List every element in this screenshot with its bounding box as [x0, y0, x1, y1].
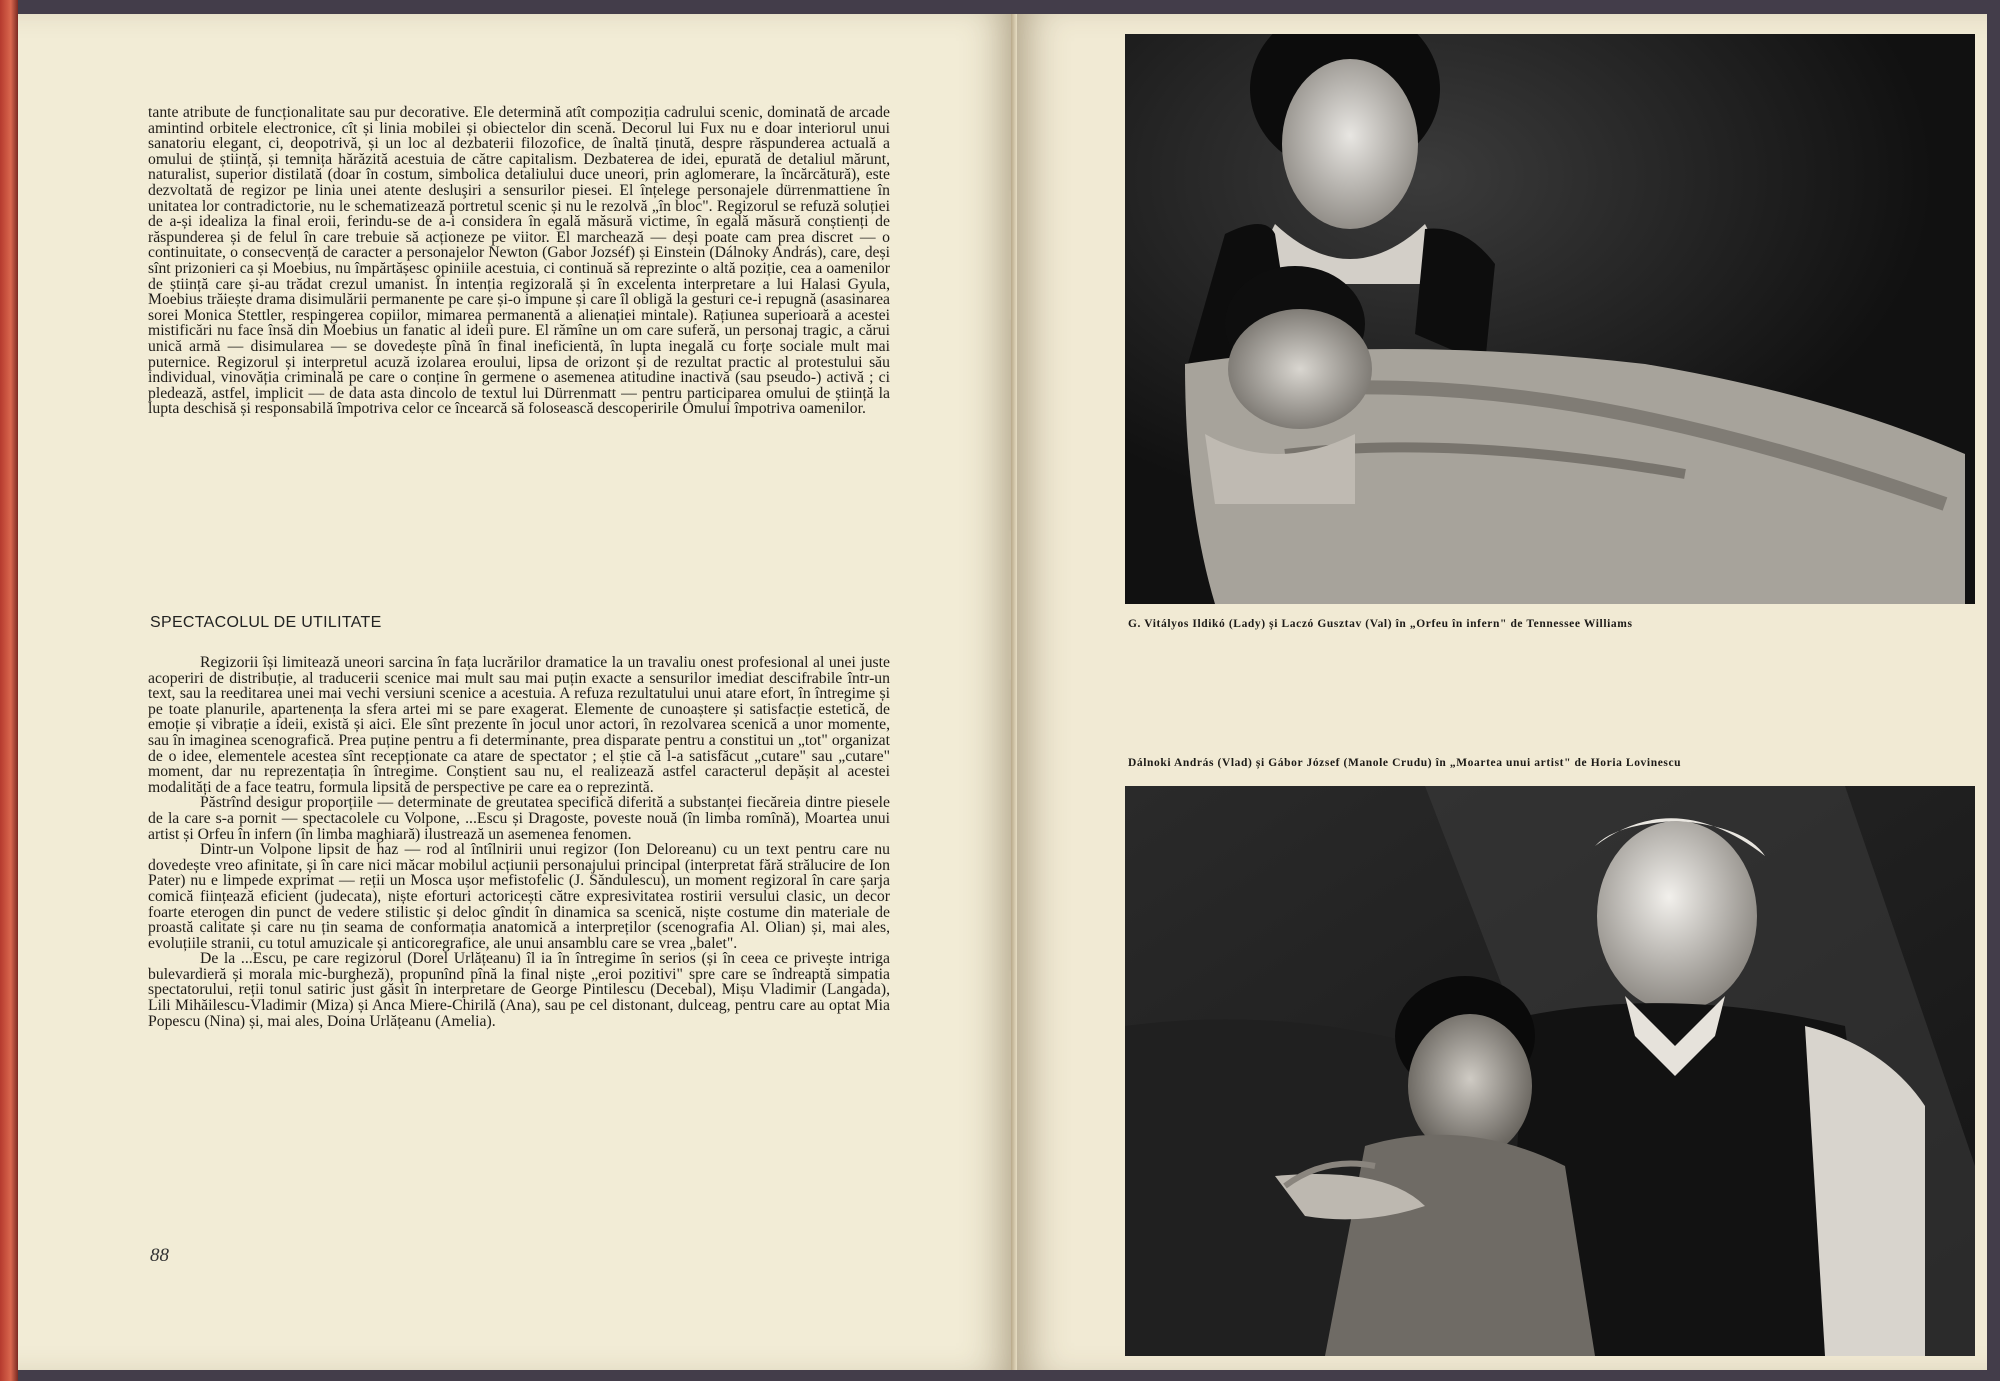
photo-caption: Dálnoki András (Vlad) și Gábor József (Manole Crudu) în „Moartea unui artist" de Horia Lovinescu: [1128, 757, 1682, 769]
paragraph: Regizorii își limitează uneori sarcina în fața lucrărilor dramatice la un travaliu onest profesional al unei juste acoperiri de distribuție, al traducerii scenice mai mult sau mai puțin exacte a sensurilor imediat descifrabile într-un text, sau la reeditarea unei mai vechi versiuni scenice a acestuia. A refuza rezultatului unui atare efort, în întregime și pe toate planurile, apartenența la sfera artei mi se pare exagerat. Elemente de cunoaștere și satisfacție estetică, de emoție și vibrație a ideii, există și aici. Ele sînt prezente în jocul unor actori, în rezolvarea scenică a unor momente, sau în imaginea scenografică. Prea puține pentru a fi determinante, prea disparate pentru a constitui un „tot" organizat de o idee, elementele acestea sînt recepționate ca atare de spectator ; el știe că l-a satisfăcut „cutare" sau „cutare" moment, dar nu reprezentația în întregime. Conștient sau nu, el realizează astfel caracterul depășit al acestei modalități de a face teatru, formula lipsită de perspective pe care ea o reprezintă.: [148, 654, 890, 796]
photo-moartea-unui-artist: [1125, 786, 1975, 1356]
paragraph: Păstrînd desigur proporțiile — determinate de greutatea specifică diferită a substanței fiecăreia dintre piesele de la care s-a pornit — spectacolele cu Volpone, ...Escu și Dragoste, poveste nouă (în limba romînă), Moartea unui artist și Orfeu în infern (în limba maghiară) ilustrează un asemenea fenomen.: [148, 794, 890, 843]
binding-stitch: [1008, 970, 1011, 1110]
binding-stitch: [1008, 530, 1011, 680]
binding-stitch: [1008, 190, 1011, 320]
page-number: 88: [150, 1245, 169, 1266]
paragraph: tante atribute de funcționalitate sau pur decorative. Ele determină atît compoziția cadrului scenic, dominată de arcade amintind orbitele electronice, cît și linia mobilei și obiectelor din scenă. Decorul lui Fux nu e doar interiorul unui sanatoriu elegant, ci, deopotrivă, și un loc al dezbaterii filozofice, de înaltă ținută, despre răspunderea actuală a omului de știință, și temnița hărăzită acestuia de către capitalism. Dezbaterea de idei, epurată de detaliul mărunt, naturalist, superior distilată (doar în costum, simbolica detaliului duce uneori, prin aglomerare, la încărcătură), este dezvoltată de regizor pe linia unei atente desluşiri a sensurilor piesei. El înțelege personajele dürrenmattiene în unitatea lor contradictorie, nu le schematizează portretul scenic și nu le rezolvă „în bloc". Regizorul se refuză soluției de a-și idealiza la final eroii, ferindu-se de a-i considera în egală măsură victime, în egală măsură conștienți de răspunderea și de felul în care trebuie să acționeze pe viitor. El marchează — deși poate cam prea discret — o continuitate, o consecvență de caracter a personajelor Newton (Gabor Jozséf) și Einstein (Dálnoky András), care, deși sînt prizonieri ca și Moebius, nu împărtășesc opiniile acestuia, ci continuă să reprezinte o altă poziție, cea a oamenilor de știință care și-au trădat crezul umanist. În intenția regizorală și în excelenta interpretare a lui Halasi Gyula, Moebius trăiește drama disimulării permanente pe care și-o impune și care îl obligă la gesturi ce-i repugnă (asasinarea sorei Monica Stettler, respingerea copiilor, mimarea permanentă a alienației mintale). Rațiunea superioară a acestei mistificări nu face însă din Moebius un fanatic al ideii pure. El rămîne un om care suferă, un personaj tragic, a cărui unică armă — disimularea — se dovedește pînă în final ineficientă, în lupta inegală cu forțe sociale mult mai puternice. Regizorul și interpretul acuză izolarea eroului, lipsa de orizont și de rezultat practic al protestului său individual, vinovăția criminală pe care o conține în germene o asemenea atitudine inactivă (sau pseudo-) activă ; ci pledează, astfel, implicit — de data asta dincolo de textul lui Dürrenmatt — pentru participarea omului de știință la lupta deschisă și responsabilă împotriva celor ce încearcă să folosească descoperirile Omului împotriva oamenilor.: [148, 104, 890, 418]
section-heading: SPECTACOLUL DE UTILITATE: [150, 614, 382, 631]
cover-spine-edge: [0, 0, 18, 1381]
photo-caption: G. Vitályos Ildikó (Lady) și Laczó Gusztav (Val) în „Orfeu în infern" de Tennessee Williams: [1128, 618, 1633, 630]
paragraph: Dintr-un Volpone lipsit de haz — rod al întîlnirii unui regizor (Ion Deloreanu) cu un text pentru care nu dovedește vreo afinitate, și în care nici măcar mobilul acțiunii personajului principal (interpretat fără strălucire de Ion Pater) nu e limpede exprimat — reții un Mosca ușor mefistofelic (J. Săndulescu), un moment regizoral în care șarja comică ființează eficient (judecata), niște eforturi actoricești către expresivitatea rostirii versului clasic, un decor foarte eterogen din punct de vedere stilistic și deloc gîndit în dinamica sa scenică, niște costume din materiale de proastă calitate și care nu țin seama de conformația anatomică a interpreților (scenografia Al. Olian) și, mai ales, evoluțiile stranii, cu totul amuzicale și anticoregrafice, ale unui ansamblu care se vrea „balet".: [148, 841, 890, 952]
show-through-text: [1150, 660, 1850, 676]
paragraph: De la ...Escu, pe care regizorul (Dorel Urlățeanu) îl ia în întregime în serios (și în ceea ce privește intriga bulevardieră și morala mic-burgheză), propunînd pînă la final niște „eroi pozitivi" spre care se îndreaptă simpatia spectatorului, reții tonul satiric just găsit în interpretare de George Pintilescu (Decebal), Mișu Vladimir (Langada), Lili Mihăilescu-Vladimir (Miza) și Anca Miere-Chirilă (Ana), sau pe cel distonant, dulceag, pentru care au optat Mia Popescu (Nina) și, mai ales, Doina Urlățeanu (Amelia).: [148, 950, 890, 1030]
body-text-top: [148, 105, 890, 417]
photo-orfeu-in-infern: [1125, 34, 1975, 604]
body-text-bottom: [148, 655, 890, 1029]
